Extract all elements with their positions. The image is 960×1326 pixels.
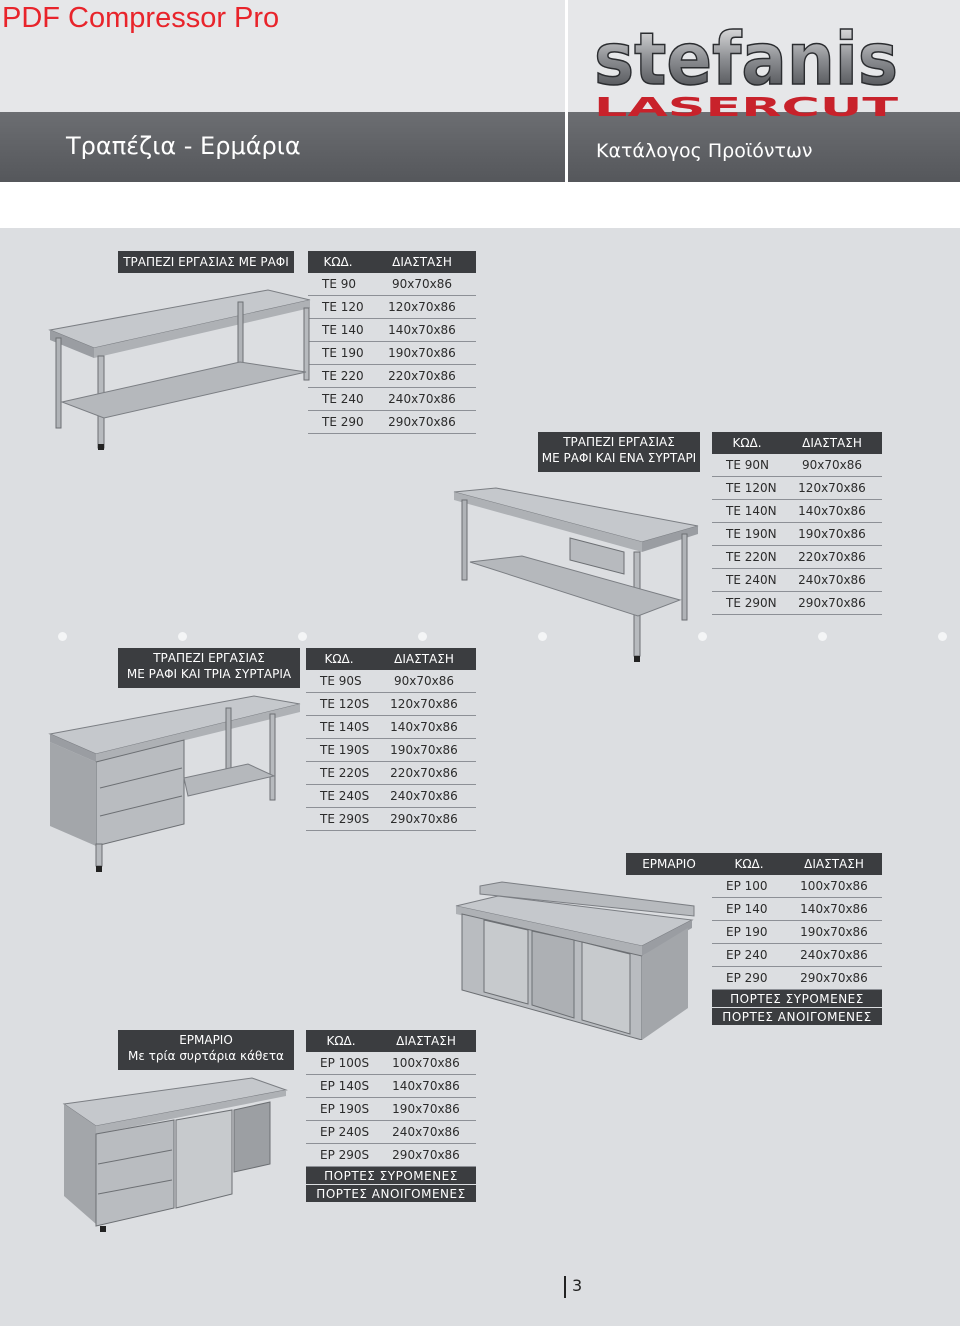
sliding-doors-option: ΠΟΡΤΕΣ ΣΥΡΟΜΕΝΕΣ: [306, 1167, 476, 1185]
table-row: ΕΡ 290 290x70x86: [712, 967, 882, 990]
table-row: ΤΕ 140N 140x70x86: [712, 500, 882, 523]
table-row: ΤΕ 220S 220x70x86: [306, 762, 476, 785]
work-table-three-drawers-illustration: [48, 694, 304, 874]
col-code-header: ΚΩΔ.: [712, 853, 786, 875]
col-dim-header: ΔΙΑΣΤΑΣΗ: [376, 1030, 476, 1052]
decor-dot: [938, 632, 947, 641]
table-row: ΤΕ 290S 290x70x86: [306, 808, 476, 831]
work-table-drawer-illustration: [452, 482, 702, 666]
table-row: ΤΕ 140 140x70x86: [308, 319, 476, 342]
table-row: ΕΡ 140 140x70x86: [712, 898, 882, 921]
hinged-doors-option: ΠΟΡΤΕΣ ΑΝΟΙΓΟΜΕΝΕΣ: [306, 1185, 476, 1203]
logo-bottom-text: LASERCUT: [594, 93, 899, 122]
page-number: 3: [572, 1276, 583, 1295]
section3-table: [306, 648, 476, 831]
section2-label: [538, 432, 700, 472]
decor-dot: [178, 632, 187, 641]
table-row: ΤΕ 240S 240x70x86: [306, 785, 476, 808]
cabinet-three-drawers-illustration: [62, 1076, 290, 1232]
footer-bar: [0, 1296, 960, 1326]
page-subtitle: Κατάλογος Προϊόντων: [596, 140, 813, 162]
page-title: Τραπέζια - Ερμάρια: [66, 132, 301, 160]
table-row: ΕΡ 140S 140x70x86: [306, 1075, 476, 1098]
table-row: ΤΕ 140S 140x70x86: [306, 716, 476, 739]
table-row: ΕΡ 100 100x70x86: [712, 875, 882, 898]
table-row: ΤΕ 190N 190x70x86: [712, 523, 882, 546]
logo-top-text: stefanis: [594, 22, 898, 101]
table-row: ΤΕ 240N 240x70x86: [712, 569, 882, 592]
decor-dot: [418, 632, 427, 641]
section5-table: [306, 1030, 476, 1203]
col-code-header: ΚΩΔ.: [306, 1030, 376, 1052]
table-row: ΕΡ 240 240x70x86: [712, 944, 882, 967]
table-row: ΤΕ 190 190x70x86: [308, 342, 476, 365]
table-row: ΤΕ 120N 120x70x86: [712, 477, 882, 500]
stefanis-logo: [592, 22, 902, 122]
section2-label-line2: ΜΕ ΡΑΦΙ ΚΑΙ ΕΝΑ ΣΥΡΤΑΡΙ: [541, 451, 697, 465]
section2-table: [712, 432, 882, 615]
watermark: PDF Compressor Pro: [2, 2, 280, 34]
table-row: ΤΕ 90N 90x70x86: [712, 454, 882, 477]
col-code-header: ΚΩΔ.: [306, 648, 372, 670]
section5-label-line1: ΕΡΜΑΡΙΟ: [179, 1033, 233, 1047]
decor-dot: [58, 632, 67, 641]
cabinet-illustration: [454, 880, 698, 1040]
table-row: ΤΕ 240 240x70x86: [308, 388, 476, 411]
col-dim-header: ΔΙΑΣΤΑΣΗ: [368, 251, 476, 273]
section4-label: [626, 853, 712, 875]
table-row: ΕΡ 240S 240x70x86: [306, 1121, 476, 1144]
table-row: ΤΕ 90S 90x70x86: [306, 670, 476, 693]
table-row: ΤΕ 220N 220x70x86: [712, 546, 882, 569]
section1-label: [118, 251, 294, 273]
section1-table: [308, 251, 476, 434]
table-row: ΤΕ 120S 120x70x86: [306, 693, 476, 716]
table-row: ΕΡ 290S 290x70x86: [306, 1144, 476, 1167]
table-row: ΤΕ 120 120x70x86: [308, 296, 476, 319]
section4-label-line1: ΕΡΜΑΡΙΟ: [642, 857, 696, 871]
section5-label: [118, 1030, 294, 1070]
table-row: ΤΕ 220 220x70x86: [308, 365, 476, 388]
section5-label-line2: Με τρία συρτάρια κάθετα: [128, 1049, 284, 1063]
section4-table: [712, 853, 882, 1026]
col-dim-header: ΔΙΑΣΤΑΣΗ: [782, 432, 882, 454]
table-row: ΤΕ 190S 190x70x86: [306, 739, 476, 762]
col-dim-header: ΔΙΑΣΤΑΣΗ: [372, 648, 476, 670]
decor-dot: [298, 632, 307, 641]
table-row: ΕΡ 190S 190x70x86: [306, 1098, 476, 1121]
section3-label: [118, 648, 300, 688]
table-row: ΤΕ 290N 290x70x86: [712, 592, 882, 615]
table-row: ΕΡ 190 190x70x86: [712, 921, 882, 944]
page-number-separator: [564, 1276, 566, 1298]
decor-dot: [818, 632, 827, 641]
table-row: ΤΕ 290 290x70x86: [308, 411, 476, 434]
sliding-doors-option: ΠΟΡΤΕΣ ΣΥΡΟΜΕΝΕΣ: [712, 990, 882, 1008]
col-code-header: ΚΩΔ.: [712, 432, 782, 454]
table-row: ΕΡ 100S 100x70x86: [306, 1052, 476, 1075]
section2-label-line1: ΤΡΑΠΕΖΙ ΕΡΓΑΣΙΑΣ: [563, 435, 675, 449]
section1-label-line1: ΤΡΑΠΕΖΙ ΕΡΓΑΣΙΑΣ ΜΕ ΡΑΦΙ: [123, 255, 289, 269]
col-code-header: ΚΩΔ.: [308, 251, 368, 273]
col-dim-header: ΔΙΑΣΤΑΣΗ: [786, 853, 882, 875]
section3-label-line1: ΤΡΑΠΕΖΙ ΕΡΓΑΣΙΑΣ: [153, 651, 265, 665]
hinged-doors-option: ΠΟΡΤΕΣ ΑΝΟΙΓΟΜΕΝΕΣ: [712, 1008, 882, 1026]
work-table-shelf-illustration: [48, 278, 318, 458]
section3-label-line2: ΜΕ ΡΑΦΙ ΚΑΙ ΤΡΙΑ ΣΥΡΤΑΡΙΑ: [126, 667, 292, 681]
table-row: ΤΕ 90 90x70x86: [308, 273, 476, 296]
